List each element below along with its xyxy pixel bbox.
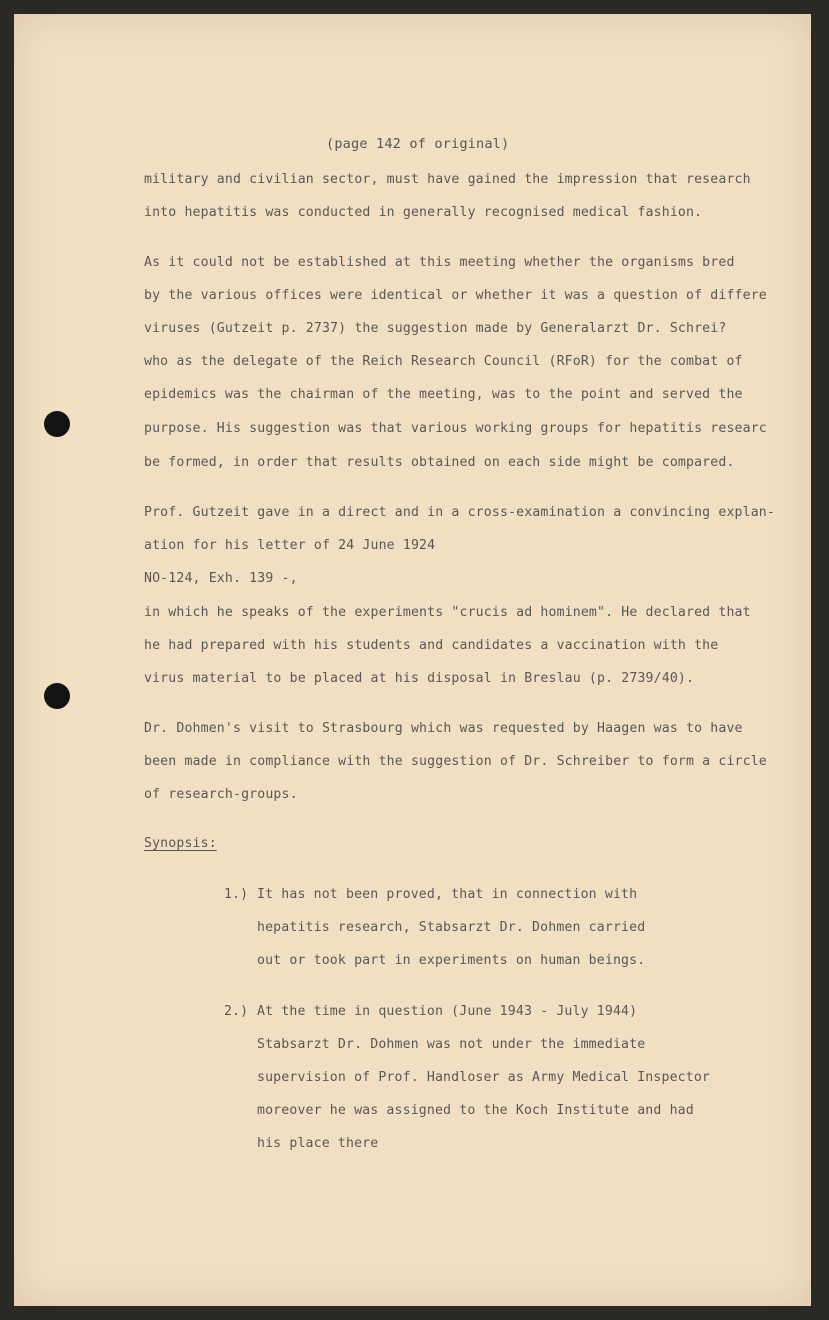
- punch-hole-upper: [44, 411, 70, 437]
- page-header: (page 142 of original): [326, 136, 510, 152]
- paragraph-3-line-5: he had prepared with his students and candidates a vaccination with the: [144, 638, 719, 653]
- synopsis-item-1-line-1: It has not been proved, that in connection with: [257, 887, 638, 902]
- synopsis-item-2-line-3: supervision of Prof. Handloser as Army Medical Inspector: [257, 1070, 711, 1085]
- paragraph-4-line-3: of research-groups.: [144, 787, 298, 802]
- synopsis-item-2-line-5: his place there: [257, 1136, 379, 1151]
- paragraph-2-line-4: who as the delegate of the Reich Research Council (RFoR) for the combat of: [144, 354, 743, 369]
- paragraph-3-line-3: NO-124, Exh. 139 -,: [144, 571, 298, 586]
- synopsis-item-2-line-1: At the time in question (June 1943 - July 1944): [257, 1004, 638, 1019]
- synopsis-item-2-line-2: Stabsarzt Dr. Dohmen was not under the immediate: [257, 1037, 646, 1052]
- paragraph-4-line-1: Dr. Dohmen's visit to Strasbourg which was requested by Haagen was to have: [144, 721, 743, 736]
- paragraph-3-line-2: ation for his letter of 24 June 1924: [144, 538, 436, 553]
- synopsis-item-1-line-3: out or took part in experiments on human beings.: [257, 953, 646, 968]
- synopsis-item-2-line-4: moreover he was assigned to the Koch Institute and had: [257, 1103, 694, 1118]
- paragraph-1-line-2: into hepatitis was conducted in generally recognised medical fashion.: [144, 205, 703, 220]
- synopsis-item-2-number: 2.): [224, 1004, 249, 1019]
- synopsis-item-1-line-2: hepatitis research, Stabsarzt Dr. Dohmen carried: [257, 920, 646, 935]
- document-page: [14, 14, 811, 1306]
- paragraph-2-line-7: be formed, in order that results obtained on each side might be compared.: [144, 455, 735, 470]
- paragraph-3-line-4: in which he speaks of the experiments "crucis ad hominem". He declared that: [144, 605, 751, 620]
- paragraph-2-line-3: viruses (Gutzeit p. 2737) the suggestion made by Generalarzt Dr. Schrei?: [144, 321, 727, 336]
- paragraph-2-line-1: As it could not be established at this meeting whether the organisms bred: [144, 255, 735, 270]
- paragraph-3-line-6: virus material to be placed at his disposal in Breslau (p. 2739/40).: [144, 671, 695, 686]
- paragraph-4-line-2: been made in compliance with the suggestion of Dr. Schreiber to form a circle: [144, 754, 767, 769]
- paragraph-2-line-5: epidemics was the chairman of the meeting, was to the point and served the: [144, 387, 743, 402]
- synopsis-item-1-number: 1.): [224, 887, 249, 902]
- paragraph-3-line-1: Prof. Gutzeit gave in a direct and in a cross-examination a convincing explan-: [144, 505, 775, 520]
- paragraph-2-line-6: purpose. His suggestion was that various working groups for hepatitis researc: [144, 421, 767, 436]
- paragraph-2-line-2: by the various offices were identical or whether it was a question of differe: [144, 288, 767, 303]
- punch-hole-lower: [44, 683, 70, 709]
- paragraph-1-line-1: military and civilian sector, must have gained the impression that research: [144, 172, 751, 187]
- synopsis-heading: Synopsis:: [144, 836, 217, 851]
